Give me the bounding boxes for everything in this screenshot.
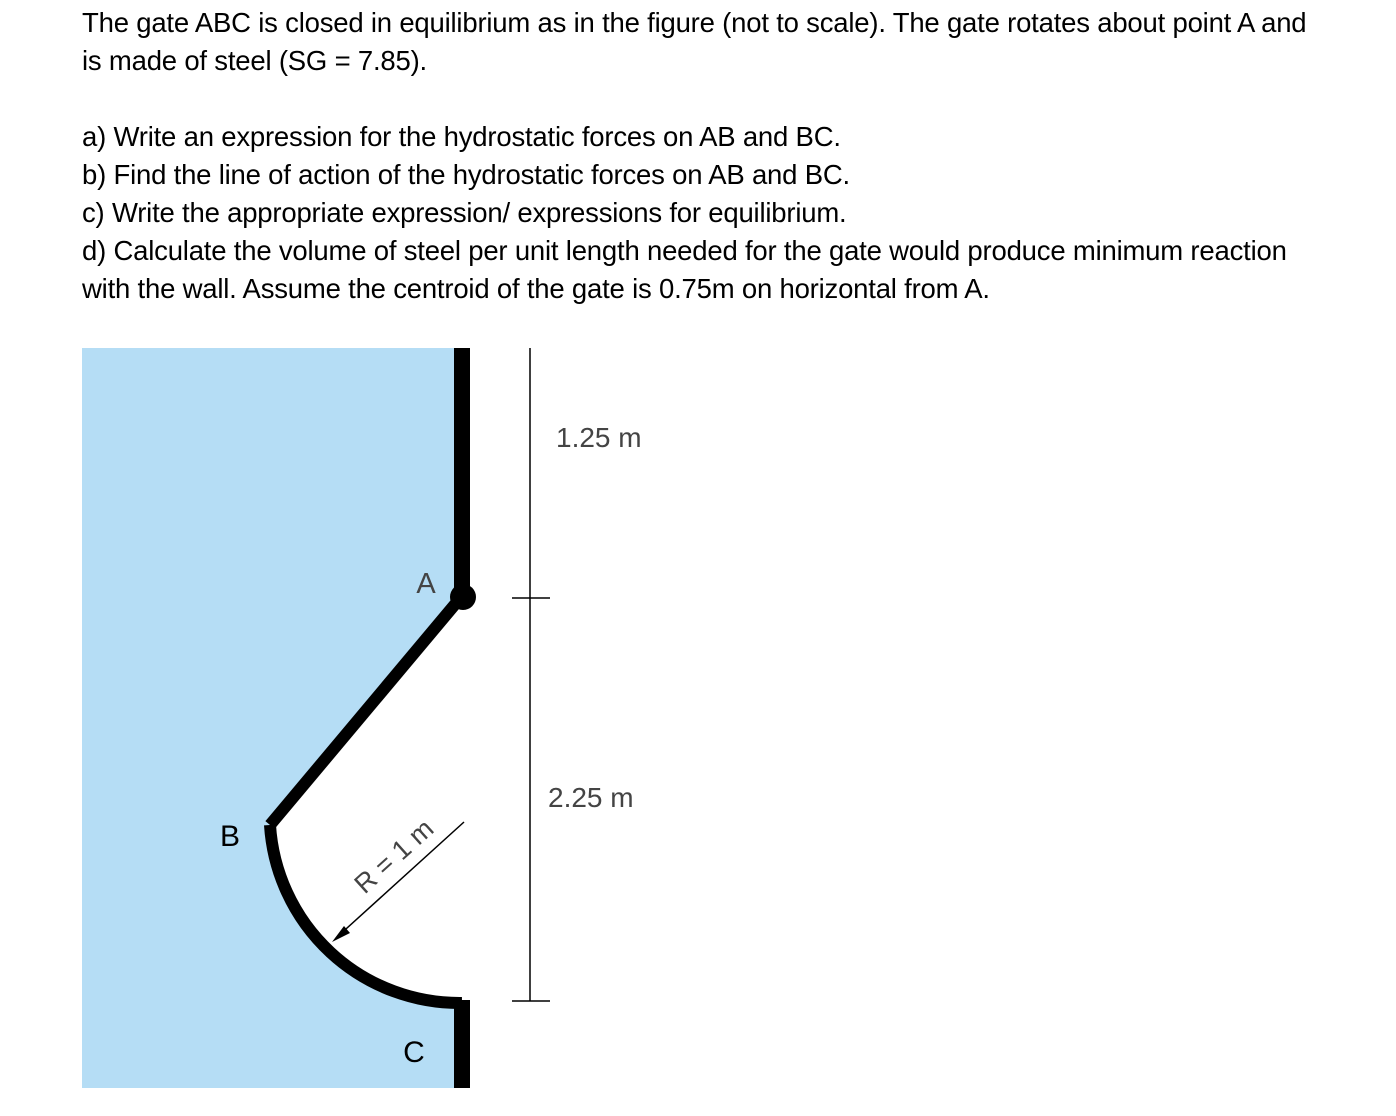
label-radius: R = 1 m <box>348 813 440 900</box>
question-d: d) Calculate the volume of steel per unit length needed for the gate would produce minimum reaction with the wall. Assume the centroid of the gate is 0.75m on horizontal from A. <box>82 235 1287 304</box>
dimension-upper: 1.25 m <box>556 422 642 453</box>
question-c: c) Write the appropriate expression/ expressions for equilibrium. <box>82 197 847 228</box>
problem-intro: The gate ABC is closed in equilibrium as in the figure (not to scale). The gate rotates about point A and is made of steel (SG = 7.85). <box>82 7 1307 76</box>
label-c: C <box>403 1036 425 1069</box>
question-a: a) Write an expression for the hydrostatic forces on AB and BC. <box>82 121 841 152</box>
hinge-a <box>450 584 476 610</box>
dimension-lower: 2.25 m <box>548 782 634 813</box>
label-b: B <box>219 820 241 853</box>
water-region <box>82 348 462 1088</box>
label-a: A <box>416 568 436 600</box>
question-b: b) Find the line of action of the hydrostatic forces on AB and BC. <box>82 159 850 190</box>
